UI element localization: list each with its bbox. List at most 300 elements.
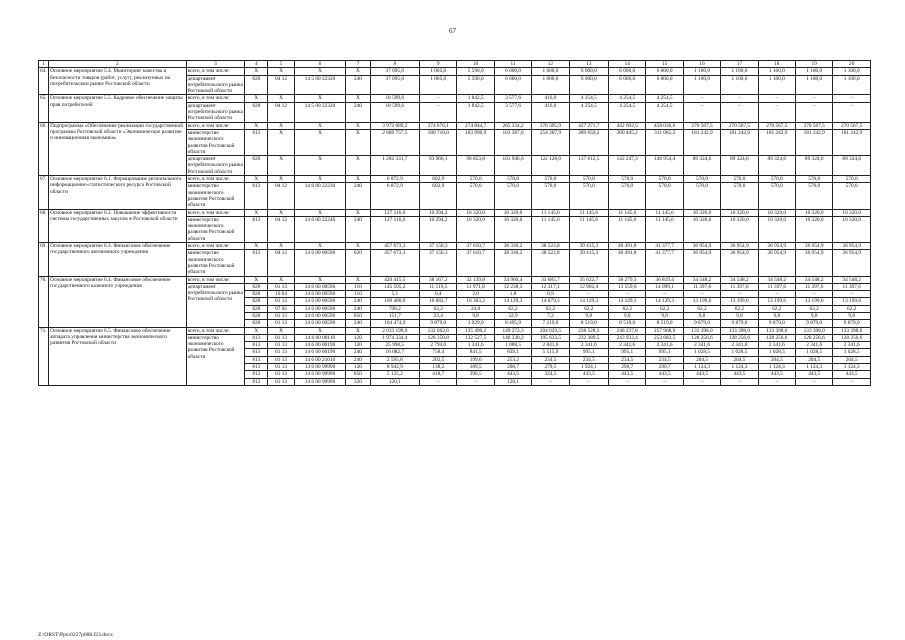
amount-cell: 128 256,6 bbox=[758, 334, 795, 341]
amount-cell: 36 954,9 bbox=[796, 243, 833, 250]
amount-cell: 6 000,0 bbox=[494, 75, 531, 95]
executor-cell: всего, в том числе: bbox=[186, 209, 245, 216]
amount-cell: 9,8 bbox=[758, 312, 795, 319]
code-cell-c7: 240 bbox=[346, 75, 370, 95]
amount-cell: 146 954,4 bbox=[646, 156, 683, 176]
amount-cell: 1 100,0 bbox=[758, 75, 795, 95]
code-cell-c4: 813 bbox=[245, 364, 268, 371]
amount-cell: – bbox=[796, 378, 833, 385]
amount-cell: 3 929,0 bbox=[457, 320, 494, 327]
code-cell-c5: 01 13 bbox=[268, 312, 294, 319]
amount-cell: 10 320,0 bbox=[457, 209, 494, 216]
amount-cell: 36 819,4 bbox=[646, 276, 683, 283]
code-cell-c6: 14 6 00 00190 bbox=[294, 349, 346, 356]
amount-cell: 9,8 bbox=[833, 312, 871, 319]
amount-cell: – bbox=[796, 102, 833, 122]
amount-cell: 11 145,6 bbox=[646, 209, 683, 216]
amount-cell: – bbox=[609, 291, 646, 298]
amount-cell: 839,1 bbox=[494, 349, 531, 356]
amount-cell: 443,5 bbox=[494, 371, 531, 378]
column-number-cell: 11 bbox=[494, 61, 531, 68]
amount-cell: 4 254,5 bbox=[569, 102, 608, 122]
amount-cell: 270 567,5 bbox=[796, 122, 833, 129]
code-cell-c5: 10 04 bbox=[268, 291, 294, 298]
amount-cell: 181 242,9 bbox=[758, 129, 795, 155]
amount-cell: 16 303,2 bbox=[457, 298, 494, 305]
column-number-cell: 15 bbox=[646, 61, 683, 68]
amount-cell: 570,0 bbox=[758, 183, 795, 209]
amount-cell: 11 397,6 bbox=[721, 283, 758, 290]
amount-cell: 2 841,6 bbox=[532, 342, 569, 349]
amount-cell: 89 324,6 bbox=[758, 156, 795, 176]
amount-cell: 120,1 bbox=[370, 378, 420, 385]
amount-cell: 570,0 bbox=[833, 183, 871, 209]
amount-cell: 11 397,6 bbox=[833, 283, 871, 290]
amount-cell: – bbox=[758, 102, 795, 122]
code-cell-c6: 14 5 00 22320 bbox=[294, 102, 346, 122]
code-cell-c5: 01 13 bbox=[268, 342, 294, 349]
amount-cell: 570,0 bbox=[683, 176, 720, 183]
amount-cell: 253,2 bbox=[494, 356, 531, 363]
activity-name: Основное мероприятие 6.1. Формирование регионального информационно-статистического ресурса Ростовской области bbox=[49, 176, 186, 209]
amount-cell: 570,0 bbox=[683, 183, 720, 209]
amount-cell: 457 673,3 bbox=[370, 243, 420, 250]
amount-cell: 62,2 bbox=[683, 305, 720, 312]
code-cell-c7: Х bbox=[346, 156, 370, 176]
amount-cell: 40 491,8 bbox=[609, 243, 646, 250]
executor-group-cell: департамент потребительского рынка Ростовской области bbox=[186, 283, 245, 327]
amount-cell: 1 028,5 bbox=[683, 349, 720, 356]
amount-cell: 2 341,6 bbox=[683, 342, 720, 349]
amount-cell: 146 330,2 bbox=[494, 334, 531, 341]
code-cell-c7: 120 bbox=[346, 342, 370, 349]
amount-cell: – bbox=[683, 378, 720, 385]
amount-cell: 1 124,3 bbox=[796, 364, 833, 371]
amount-cell: – bbox=[457, 378, 494, 385]
code-cell-c5: Х bbox=[268, 209, 294, 216]
code-cell-c7: 240 bbox=[346, 320, 370, 327]
amount-cell: 1 100,0 bbox=[721, 75, 758, 95]
code-cell-c5: 01 13 bbox=[268, 356, 294, 363]
amount-cell: 33 685,7 bbox=[532, 276, 569, 283]
amount-cell: 181 242,9 bbox=[683, 129, 720, 155]
row-number: 65. bbox=[39, 95, 49, 122]
amount-cell: 9,8 bbox=[796, 312, 833, 319]
executor-cell: всего, в том числе: bbox=[186, 327, 245, 334]
amount-cell: 9 879,0 bbox=[683, 320, 720, 327]
column-number-row bbox=[39, 61, 871, 68]
code-cell-c6: Х bbox=[294, 209, 346, 216]
amount-cell: 8 495,9 bbox=[494, 320, 531, 327]
code-cell-c7: Х bbox=[346, 209, 370, 216]
amount-cell: 758,4 bbox=[420, 349, 457, 356]
amount-cell: – bbox=[833, 378, 871, 385]
amount-cell: 6 872,9 bbox=[370, 183, 420, 209]
amount-cell: 1 842,5 bbox=[457, 95, 494, 102]
column-number-cell: 5 bbox=[268, 61, 294, 68]
amount-cell: 1 028,5 bbox=[721, 349, 758, 356]
amount-cell: 458 036,6 bbox=[646, 122, 683, 129]
amount-cell: 1 100,0 bbox=[683, 68, 720, 75]
amount-cell: 6 000,0 bbox=[569, 75, 608, 95]
amount-cell: 90 853,8 bbox=[457, 156, 494, 176]
amount-cell: 570,0 bbox=[758, 176, 795, 183]
amount-cell: 204,5 bbox=[721, 356, 758, 363]
amount-cell: 570,0 bbox=[796, 176, 833, 183]
amount-cell: 443,5 bbox=[833, 371, 871, 378]
code-cell-c4: 813 bbox=[245, 371, 268, 378]
amount-cell: 570,0 bbox=[646, 176, 683, 183]
row-number: 68. bbox=[39, 209, 49, 242]
column-number-cell: 12 bbox=[532, 61, 569, 68]
code-cell-c6: 14 6 00 99990 bbox=[294, 371, 346, 378]
column-number-cell: 7 bbox=[346, 61, 370, 68]
amount-cell: 128 256,6 bbox=[683, 334, 720, 341]
amount-cell: 62,2 bbox=[569, 305, 608, 312]
code-cell-c7: 850 bbox=[346, 312, 370, 319]
code-cell-c6: 14 6 00 00110 bbox=[294, 334, 346, 341]
amount-cell: 995,1 bbox=[569, 349, 608, 356]
column-number-cell: 6 bbox=[294, 61, 346, 68]
amount-cell: 1 124,3 bbox=[758, 364, 795, 371]
amount-cell: 133 398,0 bbox=[833, 327, 871, 334]
code-cell-c5: Х bbox=[268, 156, 294, 176]
amount-cell: 274 676,1 bbox=[420, 122, 457, 129]
amount-cell: 11 145,6 bbox=[609, 209, 646, 216]
amount-cell: 234,5 bbox=[569, 356, 608, 363]
amount-cell: 3 577,6 bbox=[494, 102, 531, 122]
amount-cell: 290,7 bbox=[646, 364, 683, 371]
amount-cell: 10 294,2 bbox=[420, 216, 457, 242]
amount-cell: 457 673,3 bbox=[370, 250, 420, 276]
amount-cell: 570,0 bbox=[494, 183, 531, 209]
code-cell-c7: 240 bbox=[346, 305, 370, 312]
amount-cell: 6 000,0 bbox=[569, 68, 608, 75]
amount-cell: – bbox=[609, 378, 646, 385]
amount-cell: 253 683,5 bbox=[646, 334, 683, 341]
amount-cell: 5 515,9 bbox=[532, 349, 569, 356]
amount-cell: 34 960,4 bbox=[494, 276, 531, 283]
executor-cell: всего, в том числе: bbox=[186, 276, 245, 283]
file-path-footer: Z:\ORST\Ppo\0227p088.f23.docx bbox=[38, 632, 113, 638]
amount-cell: 13 559,0 bbox=[609, 283, 646, 290]
executor-cell: департамент потребительского рынка Ростовской области bbox=[187, 156, 243, 175]
amount-cell: 10 320,0 bbox=[494, 216, 531, 242]
amount-cell: 39 415,3 bbox=[569, 243, 608, 250]
amount-cell: 248 237,8 bbox=[609, 327, 646, 334]
column-number-cell: 2 bbox=[49, 61, 186, 68]
amount-cell: 7,2 bbox=[532, 312, 569, 319]
amount-cell: 89 324,6 bbox=[796, 156, 833, 176]
amount-cell: 18 599,6 bbox=[370, 102, 420, 122]
amount-cell: 13 199,6 bbox=[721, 298, 758, 305]
amount-cell: 570,0 bbox=[532, 176, 569, 183]
code-cell-c5: 01 13 bbox=[268, 378, 294, 385]
code-cell-c7: Х bbox=[346, 95, 370, 102]
amount-cell: 36 954,9 bbox=[796, 250, 833, 276]
amount-cell: – bbox=[420, 102, 457, 122]
amount-cell: 34 548,2 bbox=[833, 276, 871, 283]
amount-cell: 14 129,3 bbox=[494, 298, 531, 305]
code-cell-c5: 04 12 bbox=[268, 250, 294, 276]
amount-cell: 13 199,6 bbox=[683, 298, 720, 305]
amount-cell: 274 844,7 bbox=[457, 122, 494, 129]
amount-cell: 243 932,4 bbox=[609, 334, 646, 341]
amount-cell: 1 124,3 bbox=[833, 364, 871, 371]
amount-cell: 13 199,6 bbox=[796, 298, 833, 305]
amount-cell: 265 334,2 bbox=[494, 122, 531, 129]
code-cell-c6: 14 6 00 00590 bbox=[294, 298, 346, 305]
amount-cell: 1 100,0 bbox=[721, 68, 758, 75]
amount-cell: 89 324,6 bbox=[833, 156, 871, 176]
amount-cell: 9 879,0 bbox=[796, 320, 833, 327]
row-number: 71. bbox=[39, 327, 49, 385]
code-cell-c7: 240 bbox=[346, 298, 370, 305]
amount-cell: 311 082,2 bbox=[646, 129, 683, 155]
amount-cell: 2 595,8 bbox=[370, 356, 420, 363]
amount-cell: 41 377,7 bbox=[646, 250, 683, 276]
amount-cell: 270 567,5 bbox=[758, 122, 795, 129]
amount-cell: 18 599,6 bbox=[370, 95, 420, 102]
amount-cell: 12 238,3 bbox=[494, 283, 531, 290]
table-row bbox=[39, 176, 871, 183]
amount-cell: 38 522,8 bbox=[532, 250, 569, 276]
budget-table bbox=[38, 60, 871, 386]
code-cell-c4: Х bbox=[245, 327, 268, 334]
amount-cell: 25 998,5 bbox=[370, 342, 420, 349]
amount-cell: 9 879,0 bbox=[758, 320, 795, 327]
amount-cell: 128 256,6 bbox=[833, 334, 871, 341]
executor-cell: всего, в том числе: bbox=[186, 122, 245, 129]
amount-cell: – bbox=[683, 102, 720, 122]
amount-cell: 602,9 bbox=[420, 176, 457, 183]
amount-cell: 10 320,0 bbox=[683, 216, 720, 242]
row-number: 66. bbox=[39, 122, 49, 175]
amount-cell: 9,8 bbox=[609, 312, 646, 319]
amount-cell: 169 480,6 bbox=[370, 298, 420, 305]
code-cell-c6: Х bbox=[294, 95, 346, 102]
amount-cell: 3 972 089,2 bbox=[370, 122, 420, 129]
amount-cell: 204,5 bbox=[833, 356, 871, 363]
amount-cell: 11 397,6 bbox=[796, 283, 833, 290]
code-cell-c5: 01 13 bbox=[268, 334, 294, 341]
amount-cell: 3 577,6 bbox=[494, 95, 531, 102]
amount-cell: 23,4 bbox=[420, 312, 457, 319]
amount-cell: 1 005,0 bbox=[420, 68, 457, 75]
amount-cell: 1 100,0 bbox=[796, 68, 833, 75]
activity-name: Основное мероприятие 6.3. Финансовое обеспечение государственного автономного учреждения bbox=[49, 243, 186, 276]
amount-cell: 10 320,0 bbox=[796, 209, 833, 216]
amount-cell: 1 088,5 bbox=[494, 342, 531, 349]
column-number-cell: 1 bbox=[39, 61, 49, 68]
code-cell-c7: 240 bbox=[346, 183, 370, 209]
activity-name: Основное мероприятие 6.2. Повышение эффективности системы государственных закупок в Ростовской области bbox=[49, 209, 186, 242]
amount-cell: 443,5 bbox=[683, 371, 720, 378]
code-cell-c4: 813 bbox=[245, 334, 268, 341]
column-number-cell: 8 bbox=[370, 61, 420, 68]
code-cell-c6: 14 6 00 00590 bbox=[294, 312, 346, 319]
amount-cell: – bbox=[758, 95, 795, 102]
amount-cell: 133 398,0 bbox=[721, 327, 758, 334]
amount-cell: 570,0 bbox=[457, 183, 494, 209]
amount-cell: 149 272,3 bbox=[494, 327, 531, 334]
amount-cell: 570,0 bbox=[457, 176, 494, 183]
code-cell-c4: Х bbox=[245, 68, 268, 75]
amount-cell: 11 145,6 bbox=[569, 216, 608, 242]
amount-cell: 10 320,0 bbox=[494, 209, 531, 216]
amount-cell: 570,0 bbox=[833, 176, 871, 183]
code-cell-c4: Х bbox=[245, 122, 268, 129]
amount-cell: 1 005,0 bbox=[420, 75, 457, 95]
amount-cell: 1,8 bbox=[494, 291, 531, 298]
amount-cell: 443,5 bbox=[609, 371, 646, 378]
amount-cell: 181 242,9 bbox=[721, 129, 758, 155]
amount-cell: 10 320,0 bbox=[683, 209, 720, 216]
code-cell-c6: 14 6 00 22230 bbox=[294, 183, 346, 209]
amount-cell: – bbox=[796, 291, 833, 298]
code-cell-c6: 14 6 00 99990 bbox=[294, 378, 346, 385]
amount-cell: 10 320,0 bbox=[796, 216, 833, 242]
amount-cell: 1 028,5 bbox=[796, 349, 833, 356]
amount-cell: 9,8 bbox=[457, 312, 494, 319]
amount-cell: 6 000,0 bbox=[494, 68, 531, 75]
code-cell-c7: 240 bbox=[346, 102, 370, 122]
amount-cell: 6 000,0 bbox=[609, 75, 646, 95]
amount-cell: – bbox=[833, 95, 871, 102]
amount-cell: 1 124,3 bbox=[721, 364, 758, 371]
amount-cell: 5,1 bbox=[370, 291, 420, 298]
code-cell-c6: 14 6 00 22240 bbox=[294, 216, 346, 242]
column-number-cell: 4 bbox=[245, 61, 268, 68]
amount-cell: 145 595,2 bbox=[370, 283, 420, 290]
code-cell-c5: Х bbox=[268, 122, 294, 129]
amount-cell: 1 100,0 bbox=[796, 75, 833, 95]
amount-cell: 1 341,6 bbox=[457, 342, 494, 349]
amount-cell: 11 397,6 bbox=[758, 283, 795, 290]
amount-cell: 2 341,6 bbox=[833, 342, 871, 349]
amount-cell: 570,0 bbox=[609, 176, 646, 183]
amount-cell: – bbox=[569, 291, 608, 298]
amount-cell: 6 000,0 bbox=[609, 68, 646, 75]
code-cell-c7: Х bbox=[346, 129, 370, 155]
amount-cell: 12 902,4 bbox=[569, 283, 608, 290]
amount-cell: 37 610,7 bbox=[457, 250, 494, 276]
amount-cell: 4 254,5 bbox=[609, 102, 646, 122]
amount-cell: 127 116,6 bbox=[370, 216, 420, 242]
amount-cell: 37 150,3 bbox=[420, 243, 457, 250]
code-cell-c6: 14 6 00 00590 bbox=[294, 283, 346, 290]
code-cell-c6: 14 6 00 21010 bbox=[294, 356, 346, 363]
amount-cell: 2 341,6 bbox=[796, 342, 833, 349]
amount-cell: 570,0 bbox=[609, 183, 646, 209]
code-cell-c6: 14 6 00 00590 bbox=[294, 305, 346, 312]
code-cell-c6: 14 6 00 00590 bbox=[294, 250, 346, 276]
amount-cell: 208,7 bbox=[494, 364, 531, 371]
code-cell-c7: 320 bbox=[346, 378, 370, 385]
code-cell-c7: Х bbox=[346, 276, 370, 283]
amount-cell: 1 974 334,4 bbox=[370, 334, 420, 341]
amount-cell: 10 320,0 bbox=[721, 216, 758, 242]
amount-cell: 10 320,0 bbox=[758, 216, 795, 242]
code-cell-c6: 14 6 00 00590 bbox=[294, 291, 346, 298]
amount-cell: – bbox=[532, 378, 569, 385]
amount-cell: 14 129,3 bbox=[569, 298, 608, 305]
amount-cell: 189,5 bbox=[457, 364, 494, 371]
amount-cell: 132 662,6 bbox=[420, 327, 457, 334]
amount-cell: 204,5 bbox=[796, 356, 833, 363]
executor-group-cell: министерство экономического развития Ростовской области bbox=[186, 334, 245, 385]
code-cell-c4: 828 bbox=[245, 320, 268, 327]
amount-cell: 14 099,1 bbox=[646, 283, 683, 290]
amount-cell: 24,0 bbox=[457, 305, 494, 312]
amount-cell: 1 028,5 bbox=[758, 349, 795, 356]
amount-cell: 270 567,5 bbox=[683, 122, 720, 129]
amount-cell: 89 324,6 bbox=[683, 156, 720, 176]
code-cell-c5: Х bbox=[268, 327, 294, 334]
amount-cell: 4 254,5 bbox=[646, 95, 683, 102]
code-cell-c4: 828 bbox=[245, 102, 268, 122]
code-cell-c5: Х bbox=[268, 176, 294, 183]
code-cell-c7: 120 bbox=[346, 364, 370, 371]
code-cell-c4: Х bbox=[245, 95, 268, 102]
amount-cell: 41 377,7 bbox=[646, 243, 683, 250]
code-cell-c6: Х bbox=[294, 156, 346, 176]
amount-cell: 34 548,2 bbox=[683, 276, 720, 283]
amount-cell: 6 000,0 bbox=[646, 68, 683, 75]
amount-cell: 36 954,9 bbox=[758, 250, 795, 276]
amount-cell: 10 320,0 bbox=[758, 209, 795, 216]
amount-cell: 841,5 bbox=[457, 349, 494, 356]
column-number-cell: 19 bbox=[796, 61, 833, 68]
amount-cell: 1 282 331,7 bbox=[370, 156, 420, 176]
amount-cell: 36 954,9 bbox=[833, 250, 871, 276]
code-cell-c5: 04 12 bbox=[268, 75, 294, 95]
amount-cell: 93 966,1 bbox=[420, 156, 457, 176]
code-cell-c5: 01 13 bbox=[268, 364, 294, 371]
activity-name: Основное мероприятие 6.5. Финансовое обеспечение аппарата управления министерства экономического развития Ростовской области bbox=[49, 327, 186, 385]
amount-cell: 1 100,0 bbox=[833, 68, 871, 75]
amount-cell: 1 842,5 bbox=[457, 102, 494, 122]
code-cell-c4: 828 bbox=[245, 298, 268, 305]
amount-cell: 1 000,0 bbox=[532, 68, 569, 75]
amount-cell: 38 330,2 bbox=[494, 243, 531, 250]
code-cell-c7: 850 bbox=[346, 371, 370, 378]
amount-cell: – bbox=[683, 95, 720, 102]
amount-cell: 0,9 bbox=[532, 291, 569, 298]
amount-cell: 36 954,9 bbox=[721, 243, 758, 250]
activity-name: Подпрограмма «Обеспечение реализации государственной программы Ростовской области «Экономическое развитие и инновационная экономика» bbox=[49, 122, 186, 175]
code-cell-c7: 240 bbox=[346, 356, 370, 363]
code-cell-c4: 813 bbox=[245, 349, 268, 356]
code-cell-c4: 813 bbox=[245, 183, 268, 209]
code-cell-c7: 240 bbox=[346, 349, 370, 356]
amount-cell: 37 150,3 bbox=[420, 250, 457, 276]
amount-cell: – bbox=[833, 102, 871, 122]
amount-cell: 8 942,9 bbox=[370, 364, 420, 371]
amount-cell: – bbox=[833, 291, 871, 298]
code-cell-c5: 07 05 bbox=[268, 305, 294, 312]
amount-cell: 13 199,6 bbox=[758, 298, 795, 305]
amount-cell: 2 341,6 bbox=[609, 342, 646, 349]
amount-cell: 62,2 bbox=[796, 305, 833, 312]
amount-cell: 137 612,5 bbox=[569, 156, 608, 176]
amount-cell: 9,8 bbox=[683, 312, 720, 319]
amount-cell: 37 610,7 bbox=[457, 243, 494, 250]
executor-cell: министерство экономического развития Ростовской области bbox=[186, 250, 245, 276]
code-cell-c6: 14 5 00 22320 bbox=[294, 75, 346, 95]
amount-cell: 290,7 bbox=[609, 364, 646, 371]
column-number-cell: 3 bbox=[186, 61, 245, 68]
